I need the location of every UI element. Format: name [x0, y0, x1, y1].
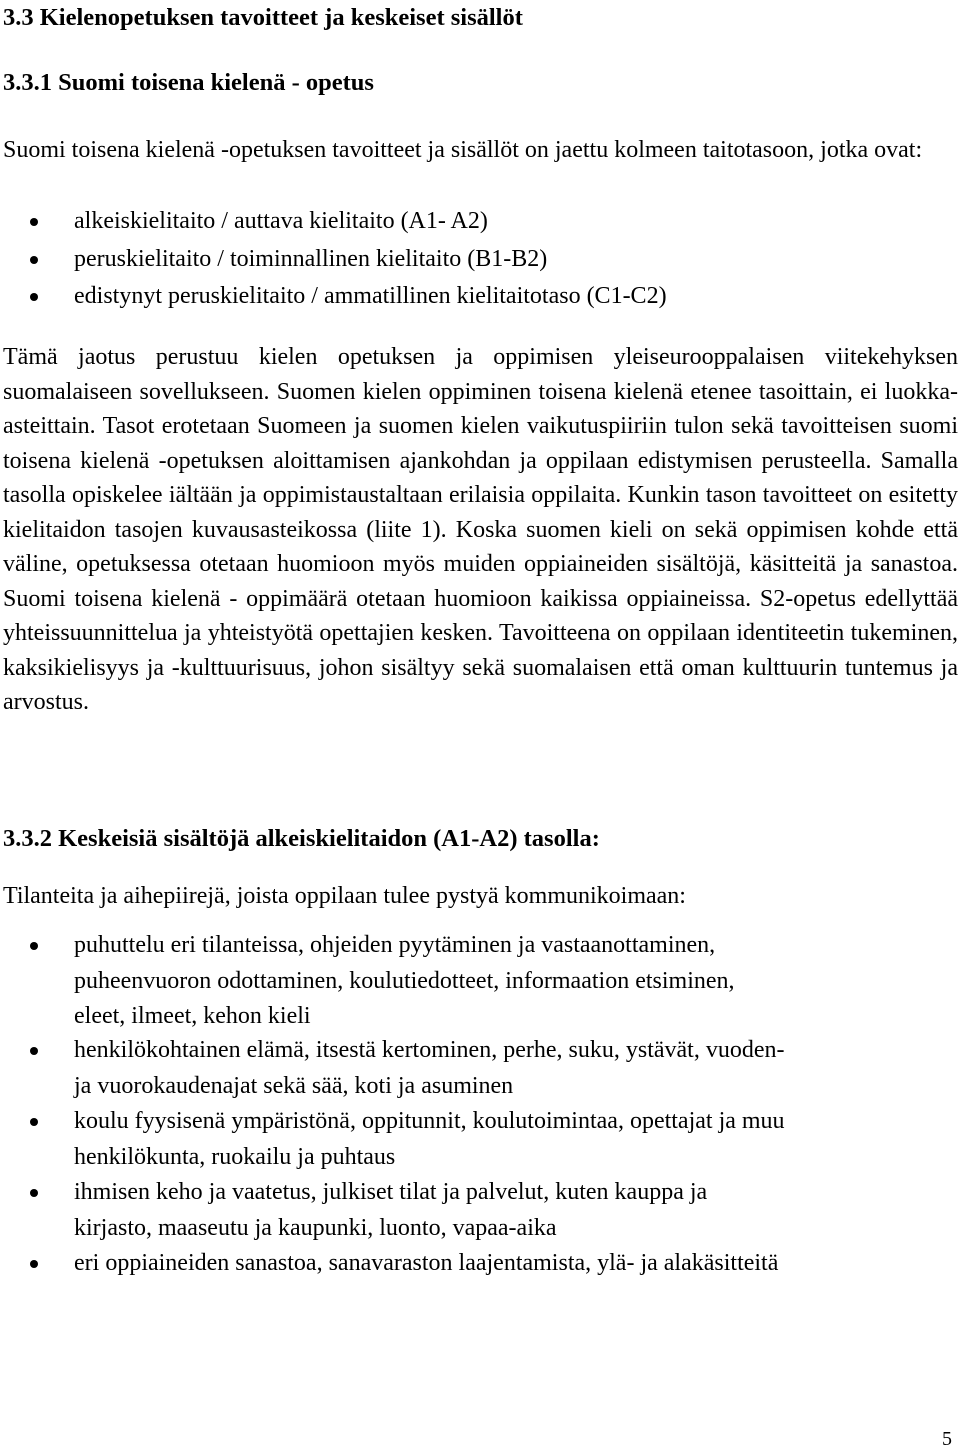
- topic-line: ja vuorokaudenajat sekä sää, koti ja asuminen: [74, 1072, 514, 1099]
- topic-list-item: [3, 1175, 958, 1246]
- topic-list-item: [3, 1246, 958, 1282]
- bullet-icon: [30, 256, 38, 264]
- topic-line: henkilökunta, ruokailu ja puhtaus: [74, 1143, 396, 1170]
- level-list-item: [3, 241, 958, 279]
- bullet-icon: [30, 1047, 38, 1055]
- topic-line: eleet, ilmeet, kehon kieli: [74, 1003, 311, 1029]
- level-label: alkeiskielitaito / auttava kielitaito (A1- A2): [74, 208, 488, 234]
- topic-line: kirjasto, maaseutu ja kaupunki, luonto, vapaa-aika: [74, 1214, 557, 1241]
- topic-line: eri oppiaineiden sanastoa, sanavaraston laajentamista, ylä- ja alakäsitteitä: [74, 1250, 779, 1276]
- subsection-heading-1: 3.3.1 Suomi toisena kielenä - opetus: [3, 69, 374, 96]
- topic-line: puheenvuoron odottaminen, koulutiedotteet, informaation etsiminen,: [74, 967, 735, 994]
- topic-list-item: [3, 1033, 958, 1104]
- bullet-icon: [30, 1189, 38, 1197]
- level-list: [3, 203, 958, 316]
- level-label: peruskielitaito / toiminnallinen kielitaito (B1-B2): [74, 245, 548, 272]
- topic-line: puhuttelu eri tilanteissa, ohjeiden pyytäminen ja vastaanottaminen,: [74, 932, 716, 958]
- intro-paragraph: Suomi toisena kielenä -opetuksen tavoitteet ja sisällöt on jaettu kolmeen taitotasoon, jotka ovat:: [3, 137, 923, 163]
- level-list-item: [3, 203, 958, 241]
- level-list-item: [3, 278, 958, 316]
- topic-line: koulu fyysisenä ympäristönä, oppitunnit, koulutoimintaa, opettajat ja muu: [74, 1108, 785, 1134]
- subsection-heading-2: 3.3.2 Keskeisiä sisältöjä alkeiskielitaidon (A1-A2) tasolla:: [3, 825, 600, 852]
- topic-list: [3, 928, 958, 1282]
- page-number: 5: [942, 1428, 952, 1450]
- bullet-icon: [30, 942, 38, 950]
- topic-line: ihmisen keho ja vaatetus, julkiset tilat ja palvelut, kuten kauppa ja: [74, 1179, 708, 1205]
- topic-line: henkilökohtainen elämä, itsestä kertominen, perhe, suku, ystävät, vuoden-: [74, 1037, 785, 1063]
- level-label: edistynyt peruskielitaito / ammatillinen kielitaitotaso (C1-C2): [74, 283, 667, 309]
- bullet-icon: [30, 293, 38, 301]
- bullet-icon: [30, 218, 38, 226]
- topic-list-item: [3, 1104, 958, 1175]
- topic-list-item: [3, 928, 958, 1033]
- body-paragraph: Tämä jaotus perustuu kielen opetuksen ja oppimisen yleiseurooppalaisen viitekehyksen suomalaiseen sovellukseen. Suomen kielen oppiminen toisena kielenä etenee tasoittain, ei luokka-asteittain. Tasot erotetaan Suomeen ja suomen kielen vaikutuspiiriin tulon sekä tavoitteisen suomi toisena kielenä -opetuksen aloittamisen ajankohdan ja oppilaan edistymisen perusteella. Samalla tasolla opiskelee iältään ja oppimistaustaltaan erilaisia oppilaita. Kunkin tason tavoitteet on esitetty kielitaidon tasojen kuvausasteikossa (liite 1). Koska suomen kieli on sekä oppimisen kohde että väline, opetuksessa otetaan huomioon myös muiden oppiaineiden sisältöjä, käsitteitä ja sanastoa. Suomi toisena kielenä - oppimäärä otetaan huomioon kaikissa oppiaineissa. S2-opetus edellyttää yhteissuunnittelua ja yhteistyötä opettajien kesken. Tavoitteena on oppilaan identiteetin tukeminen, kaksikielisyys ja -kulttuurisuus, johon sisältyy sekä suomalaisen että oman kulttuurin tuntemus ja arvostus.: [3, 344, 958, 715]
- section-heading: 3.3 Kielenopetuksen tavoitteet ja keskeiset sisällöt: [3, 4, 523, 31]
- bullet-icon: [30, 1260, 38, 1268]
- topics-intro: Tilanteita ja aihepiirejä, joista oppilaan tulee pystyä kommunikoimaan:: [3, 883, 686, 909]
- bullet-icon: [30, 1118, 38, 1126]
